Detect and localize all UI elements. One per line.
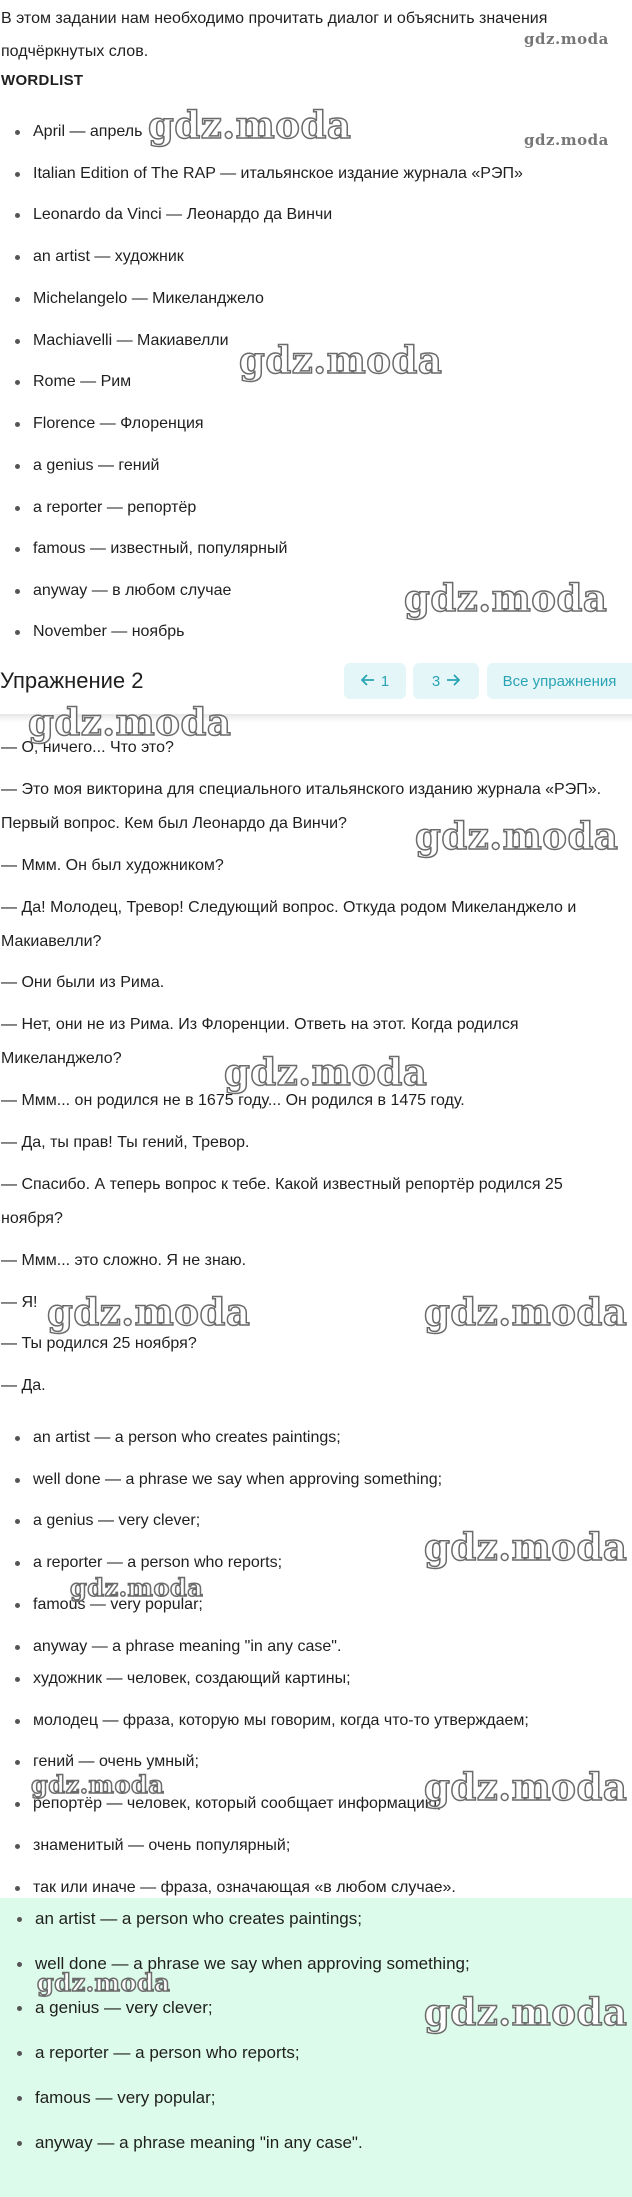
dialog-line: — Ты родился 25 ноября? — [1, 1335, 197, 1352]
list-item: Machiavelli — Макиавелли — [33, 330, 229, 352]
intro-text: В этом задании нам необходимо прочитать диалог и объяснить значения подчёркнутых слов. — [1, 10, 548, 60]
answer-box — [0, 1898, 632, 2197]
list-item: Italian Edition of The RAP — итальянское издание журнала «РЭП» — [33, 163, 523, 185]
dialog-line: — Да, ты прав! Ты гений, Тревор. — [1, 1134, 250, 1151]
list-item: famous — известный, популярный — [33, 538, 287, 560]
dialog-line: — Ммм... он родился не в 1675 году... Он родился в 1475 году. — [1, 1092, 465, 1109]
next-exercise-label: 3 — [431, 672, 441, 690]
list-item: a reporter — a person who reports; — [35, 2043, 300, 2062]
dialog-line: — Нет, они не из Рима. Из Флоренции. Ответь на этот. Когда родился Микеланджело? — [1, 1016, 519, 1067]
next-exercise-button[interactable] — [413, 663, 479, 699]
all-exercises-label: Все упражнения — [502, 672, 617, 690]
watermark: gdz.moda — [224, 1050, 428, 1094]
watermark: gdz.moda — [524, 30, 609, 48]
all-exercises-button[interactable] — [487, 663, 632, 699]
list-item: молодец — фраза, которую мы говорим, когда что-то утверждаем; — [33, 1710, 529, 1732]
list-item: гений — очень умный; — [33, 1751, 199, 1773]
list-item: anyway — в любом случае — [33, 580, 231, 602]
list-item: репортёр — человек, который сообщает информацию; — [33, 1793, 441, 1815]
dialog-line: — Спасибо. А теперь вопрос к тебе. Какой известный репортёр родился 25 ноября? — [1, 1176, 563, 1227]
arrow-left-icon — [361, 673, 375, 690]
dialog-line: — Они были из Рима. — [1, 974, 165, 991]
list-item: Rome — Рим — [33, 371, 131, 393]
watermark: gdz.moda — [70, 1573, 204, 1602]
list-item: Leonardo da Vinci — Леонардо да Винчи — [33, 204, 332, 226]
watermark: gdz.moda — [239, 338, 443, 382]
nav-divider — [0, 714, 632, 722]
watermark: gdz.moda — [415, 814, 619, 858]
list-item: anyway — a phrase meaning "in any case". — [33, 1636, 341, 1658]
list-item: художник — человек, создающий картины; — [33, 1668, 351, 1690]
list-item: well done — a phrase we say when approving something; — [33, 1469, 442, 1491]
watermark: gdz.moda — [524, 131, 609, 149]
watermark: gdz.moda — [31, 1770, 165, 1799]
watermark: gdz.moda — [404, 576, 608, 620]
watermark: gdz.moda — [424, 1525, 628, 1569]
dialog-line: — О, ничего... Что это? — [1, 739, 174, 756]
list-item: a reporter — репортёр — [33, 497, 196, 519]
exercise-title: Упражнение 2 — [0, 668, 144, 693]
dialog-line: — Я! — [1, 1294, 38, 1311]
list-item: famous — very popular; — [33, 1594, 203, 1616]
wordlist-heading: WORDLIST — [1, 72, 84, 89]
watermark: gdz.moda — [37, 1968, 171, 1997]
dialog-line: — Ммм. Он был художником? — [1, 857, 224, 874]
watermark: gdz.moda — [424, 1290, 628, 1334]
arrow-right-icon — [446, 673, 460, 690]
list-item: a reporter — a person who reports; — [33, 1552, 282, 1574]
list-item: famous — very popular; — [35, 2088, 216, 2107]
list-item: так или иначе — фраза, означающая «в любом случае». — [33, 1877, 456, 1899]
list-item: Michelangelo — Микеланджело — [33, 288, 264, 310]
list-item: well done — a phrase we say when approving something; — [35, 1954, 470, 1973]
watermark: gdz.moda — [148, 103, 352, 147]
prev-exercise-label: 1 — [380, 672, 390, 690]
prev-exercise-button[interactable] — [344, 663, 406, 699]
list-item: a genius — very clever; — [35, 1998, 213, 2017]
dialog-line: — Да! Молодец, Тревор! Следующий вопрос. Откуда родом Микеланджело и Макиавелли? — [1, 899, 577, 950]
watermark: gdz.moda — [424, 1990, 628, 2034]
list-item: an artist — a person who creates paintings; — [35, 1909, 362, 1928]
list-item: an artist — художник — [33, 246, 184, 268]
dialog-line: — Да. — [1, 1377, 46, 1394]
watermark: gdz.moda — [424, 1765, 628, 1809]
list-item: знаменитый — очень популярный; — [33, 1835, 290, 1857]
list-item: April — апрель — [33, 121, 142, 143]
watermark: gdz.moda — [47, 1290, 251, 1334]
dialog-line: — Это моя викторина для специального итальянского изданию журнала «РЭП». Первый вопрос. Кем был Леонардо да Винчи? — [1, 781, 602, 832]
list-item: Florence — Флоренция — [33, 413, 204, 435]
list-item: a genius — very clever; — [33, 1510, 200, 1532]
list-item: an artist — a person who creates paintings; — [33, 1427, 341, 1449]
dialog-line: — Ммм... это сложно. Я не знаю. — [1, 1252, 247, 1269]
list-item: a genius — гений — [33, 455, 159, 477]
list-item: November — ноябрь — [33, 621, 185, 643]
list-item: anyway — a phrase meaning "in any case". — [35, 2133, 363, 2152]
watermark: gdz.moda — [28, 700, 232, 744]
